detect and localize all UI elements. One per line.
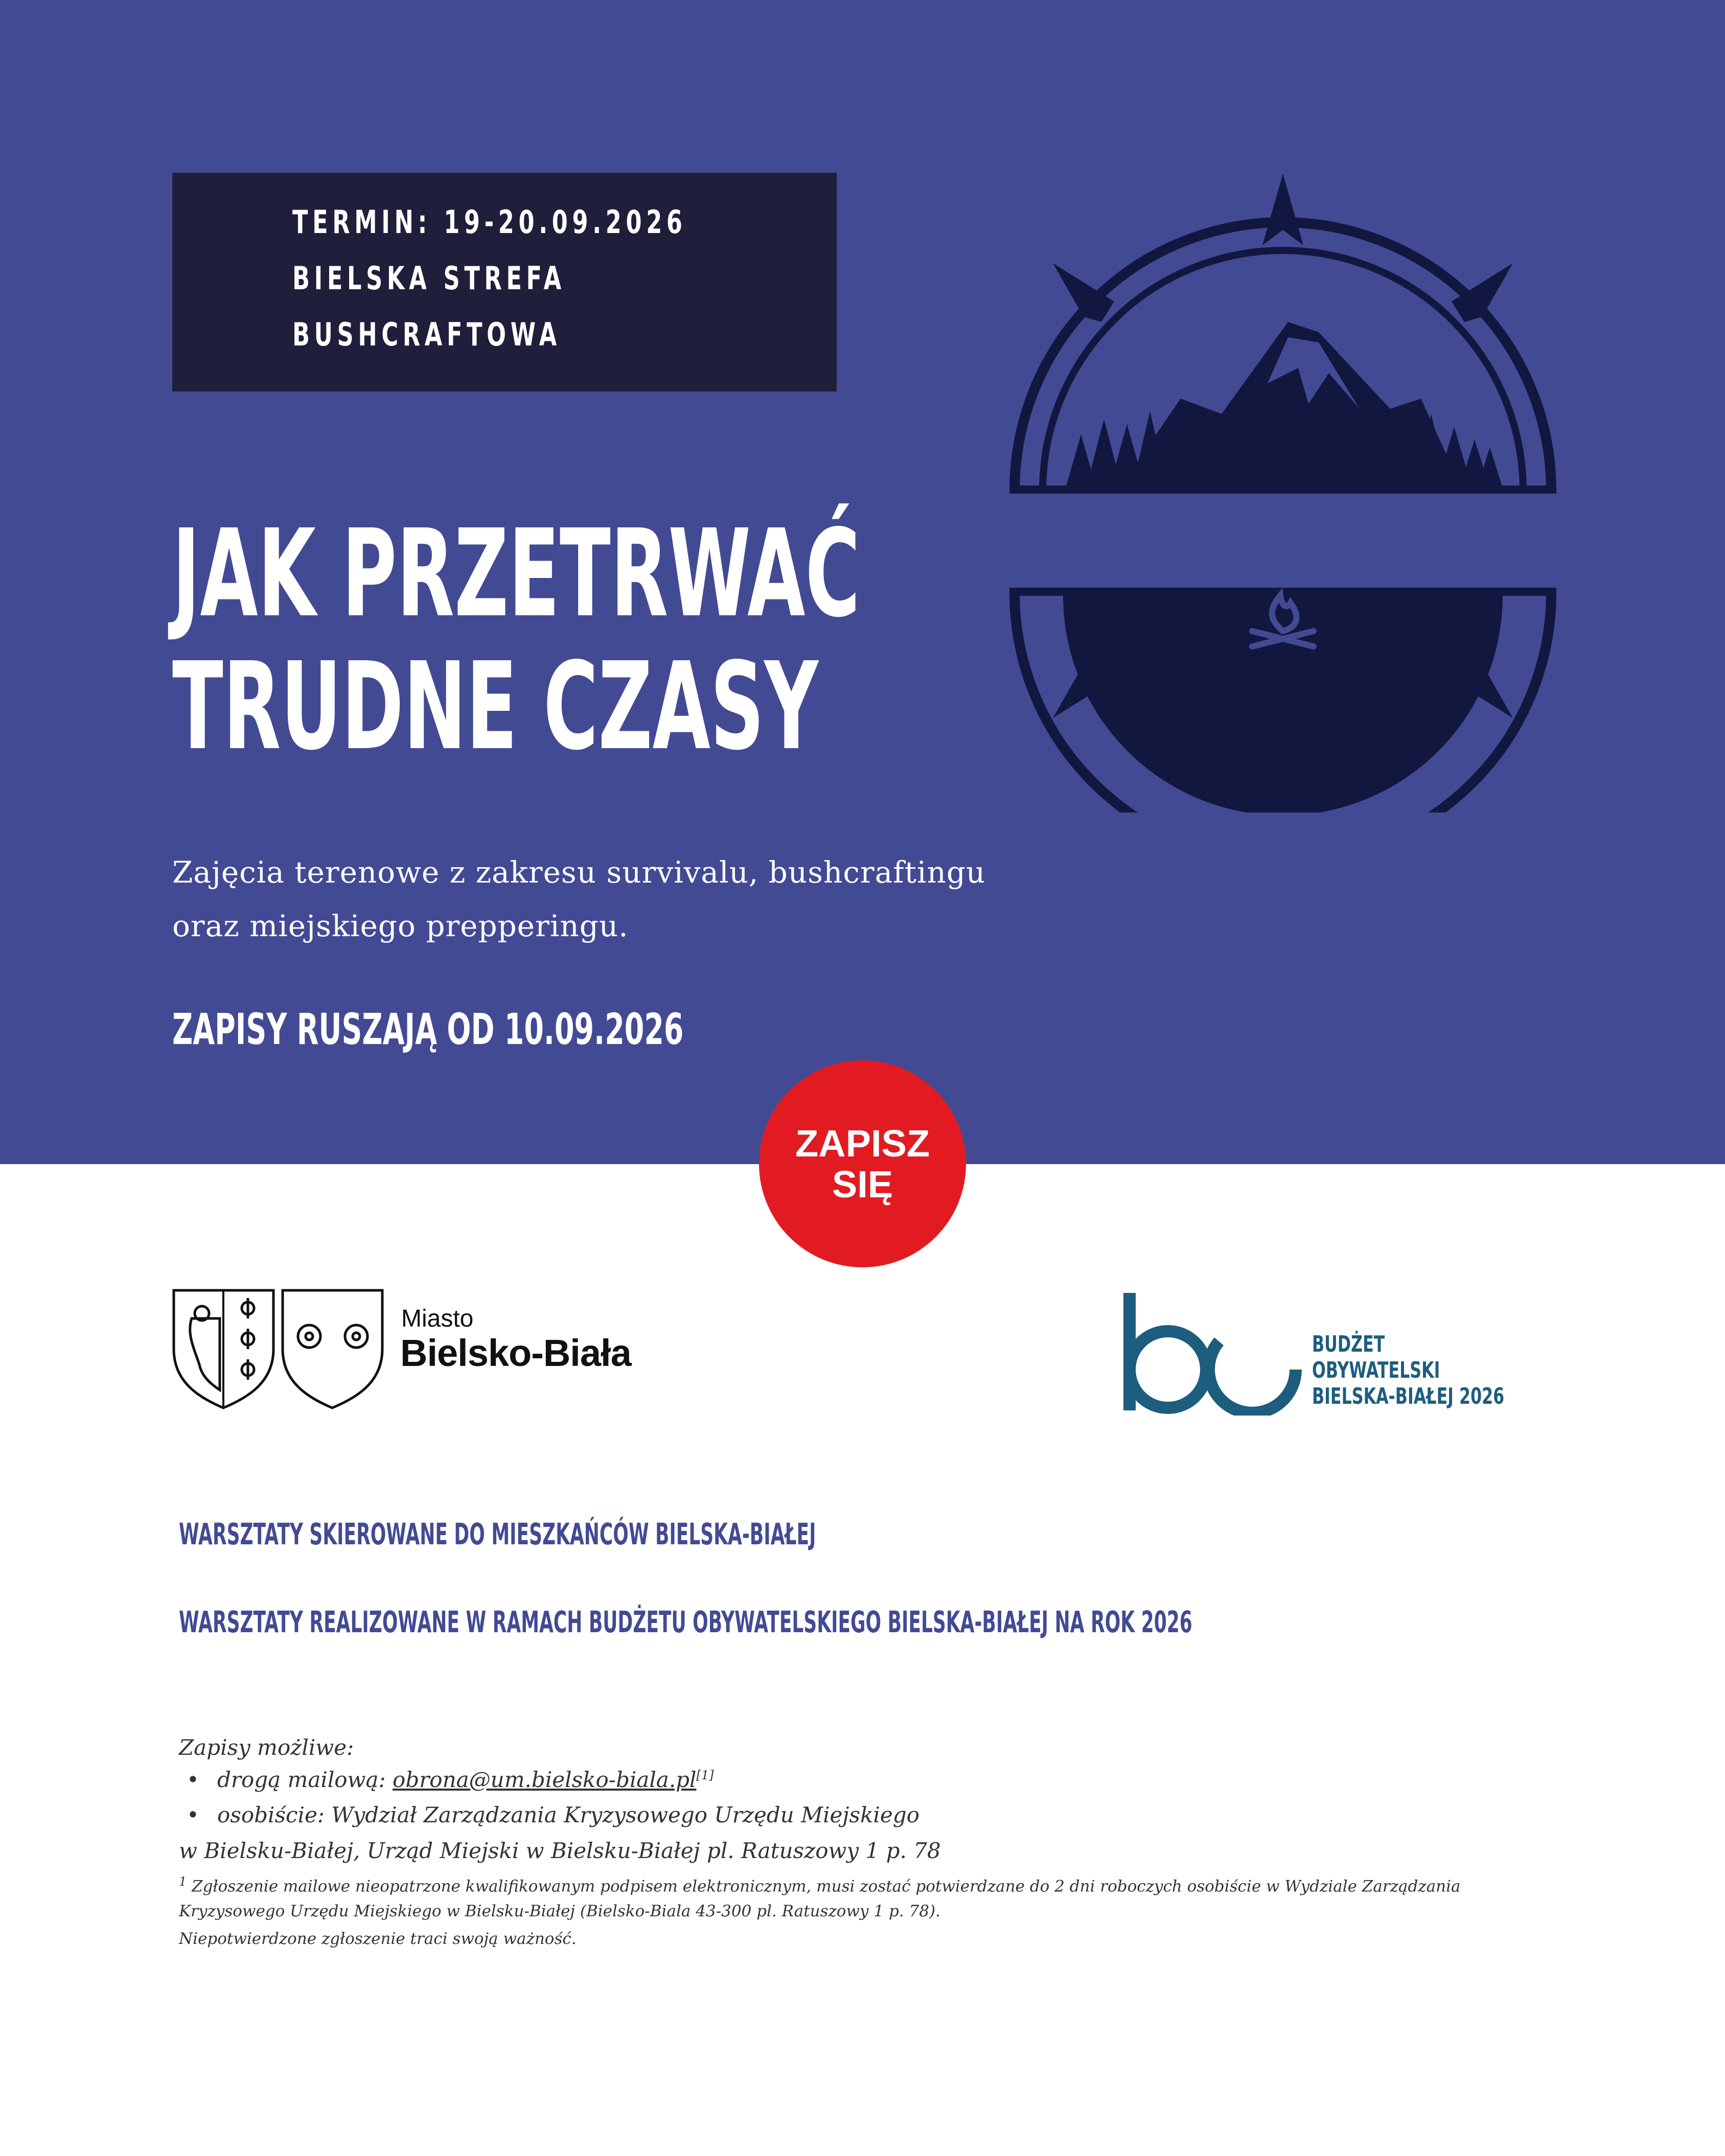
headline-line1: JAK PRZETRWAĆ bbox=[172, 503, 860, 644]
description-line1: Zajęcia terenowe z zakresu survivalu, bushcraftingu bbox=[172, 855, 986, 890]
register-button[interactable] bbox=[759, 1060, 966, 1267]
event-place-line1: BIELSKA STREFA bbox=[292, 260, 566, 297]
info-budget: WARSZTATY REALIZOWANE W RAMACH BUDŻETU OBYWATELSKIEGO BIELSKA-BIAŁEJ NA ROK 2026 bbox=[179, 1605, 1192, 1639]
footnote-line3: Niepotwierdzone zgłoszenie traci swoją ważność. bbox=[179, 1930, 577, 1948]
footnote-line2: Kryzysowego Urzędu Miejskiego w Bielsku-Białej (Bielsko-Biala 43-300 pl. Ratuszowy 1 p. 78). bbox=[179, 1902, 940, 1920]
signup-email-prefix: drogą mailową: bbox=[217, 1767, 393, 1792]
register-button-line1: ZAPISZ bbox=[795, 1122, 930, 1165]
footnote-line1-text: Zgłoszenie mailowe nieopatrzone kwalifikowanym podpisem elektronicznym, musi zostać potwierdzane do 2 dni roboczych osobiście w Wydziale Zarządzania bbox=[187, 1877, 1461, 1896]
footnote-mark: 1 bbox=[179, 1874, 187, 1889]
info-residents: WARSZTATY SKIEROWANE DO MIESZKAŃCÓW BIELSKA-BIAŁEJ bbox=[179, 1517, 816, 1551]
signup-heading: Zapisy możliwe: bbox=[179, 1735, 354, 1760]
description-line2: oraz miejskiego prepperingu. bbox=[172, 909, 629, 943]
budzet-obywatelski-logo-icon bbox=[1122, 1293, 1306, 1416]
signup-email-footnote-ref: [1] bbox=[696, 1768, 714, 1782]
headline-line2: TRUDNE CZASY bbox=[172, 636, 819, 777]
signup-in-person-address: w Bielsku-Białej, Urząd Miejski w Bielsku-Białej pl. Ratuszowy 1 p. 78 bbox=[179, 1838, 941, 1863]
city-logo-name: Bielsko-Biała bbox=[400, 1332, 631, 1374]
signup-email-link[interactable]: obrona@um.bielsko-biala.pl bbox=[393, 1767, 697, 1792]
bo-logo-line1: BUDŻET bbox=[1312, 1331, 1385, 1357]
compass-mountain-campfire-icon bbox=[1002, 169, 1564, 813]
signup-in-person-item: • osobiście: Wydział Zarządzania Kryzysowego Urzędu Miejskiego bbox=[217, 1802, 919, 1827]
event-date-box bbox=[172, 173, 837, 391]
event-date: TERMIN: 19-20.09.2026 bbox=[292, 203, 687, 241]
city-logo-small: Miasto bbox=[401, 1305, 474, 1332]
register-button-line2: SIĘ bbox=[832, 1163, 893, 1205]
event-description bbox=[172, 846, 985, 953]
bo-logo-line3: BIELSKA-BIAŁEJ 2026 bbox=[1312, 1383, 1505, 1409]
signup-email-item bbox=[217, 1767, 714, 1792]
footnote-line1 bbox=[179, 1874, 1460, 1895]
event-place-line2: BUSHCRAFTOWA bbox=[292, 316, 561, 353]
registration-start: ZAPISY RUSZAJĄ OD 10.09.2026 bbox=[172, 1004, 684, 1054]
bo-logo-line2: OBYWATELSKI bbox=[1312, 1357, 1440, 1383]
